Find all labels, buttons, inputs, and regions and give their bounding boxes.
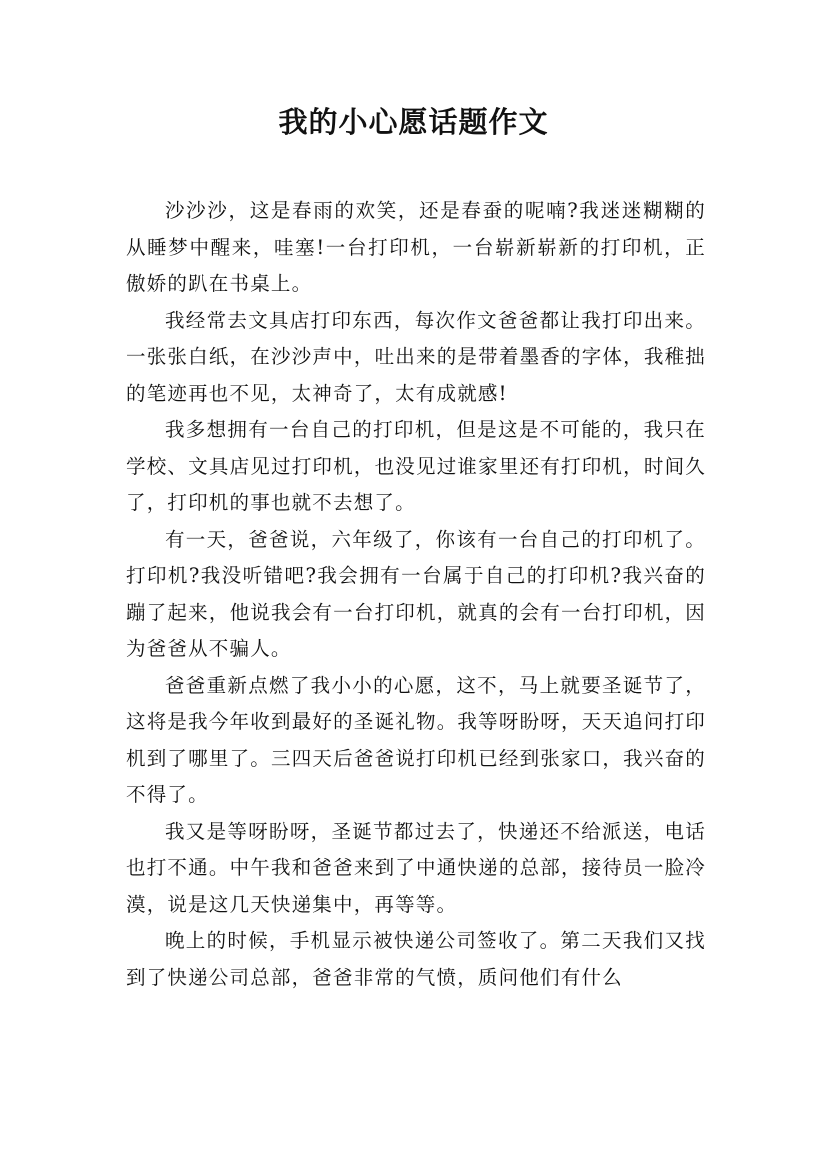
paragraph: 晚上的时候，手机显示被快递公司签收了。第二天我们又找到了快递公司总部，爸爸非常的气愤，质问他们有什么 xyxy=(126,929,706,989)
document-title: 我的小心愿话题作文 xyxy=(278,105,549,139)
paragraph: 沙沙沙，这是春雨的欢笑，还是春蚕的呢喃?我迷迷糊糊的从睡梦中醒来，哇塞!一台打印机，一台崭新崭新的打印机，正傲娇的趴在书桌上。 xyxy=(126,199,706,295)
document-body xyxy=(126,193,706,996)
paragraph: 我经常去文具店打印东西，每次作文爸爸都让我打印出来。一张张白纸，在沙沙声中，吐出来的是带着墨香的字体，我稚拙的笔迹再也不见，太神奇了，太有成就感! xyxy=(126,308,706,405)
paragraph: 我多想拥有一台自己的打印机，但是这是不可能的，我只在学校、文具店见过打印机，也没见过谁家里还有打印机，时间久了，打印机的事也就不去想了。 xyxy=(126,418,706,514)
paragraph: 爸爸重新点燃了我小小的心愿，这不，马上就要圣诞节了，这将是我今年收到最好的圣诞礼物。我等呀盼呀，天天追问打印机到了哪里了。三四天后爸爸说打印机已经到张家口，我兴奋的不得了。 xyxy=(126,673,706,806)
paragraph: 有一天，爸爸说，六年级了，你该有一台自己的打印机了。打印机?我没听错吧?我会拥有一台属于自己的打印机?我兴奋的蹦了起来，他说我会有一台打印机，就真的会有一台打印机，因为爸爸从不骗人。 xyxy=(126,527,706,660)
paragraph: 我又是等呀盼呀，圣诞节都过去了，快递还不给派送，电话也打不通。中午我和爸爸来到了中通快递的总部，接待员一脸冷漠，说是这几天快递集中，再等等。 xyxy=(126,819,706,916)
